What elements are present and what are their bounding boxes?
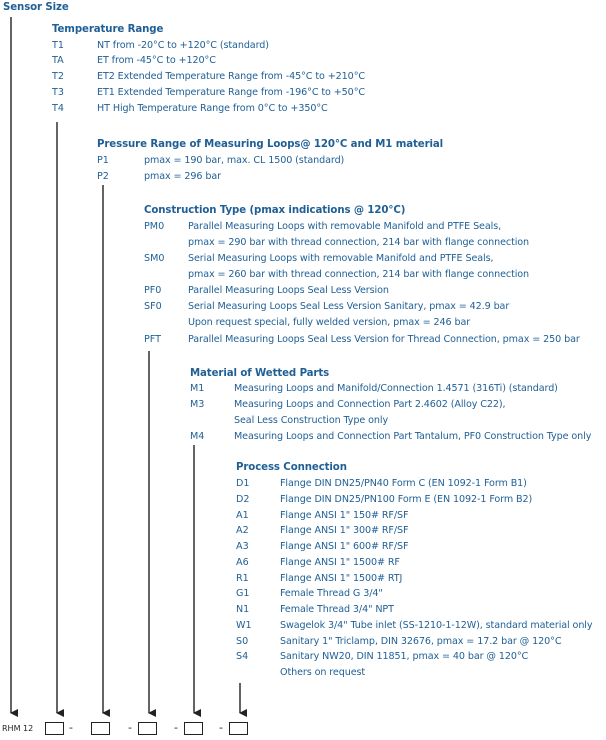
temperature-heading: Temperature Range bbox=[52, 24, 164, 35]
process-option-code: D1 bbox=[236, 478, 250, 489]
process-option-text: Swagelok 3/4" Tube inlet (SS-1210-1-12W), standard material only bbox=[280, 620, 593, 631]
process-option-code: W1 bbox=[236, 620, 252, 631]
pressure-heading: Pressure Range of Measuring Loops@ 120°C and M1 material bbox=[97, 139, 444, 150]
temperature-option-code: T1 bbox=[52, 40, 64, 51]
process-option-text: Flange ANSI 1" 150# RF/SF bbox=[280, 510, 409, 521]
construction-option-detail: Upon request special, fully welded version, pmax = 246 bar bbox=[188, 317, 471, 328]
temperature-option-code: T2 bbox=[52, 71, 64, 82]
process-option-code: A6 bbox=[236, 557, 249, 568]
process-option-code: D2 bbox=[236, 494, 250, 505]
process-heading: Process Connection bbox=[236, 462, 347, 473]
temperature-option-text: NT from -20°C to +120°C (standard) bbox=[97, 40, 269, 51]
process-option-text: Female Thread 3/4" NPT bbox=[280, 604, 394, 615]
process-option-text: Flange ANSI 1" 1500# RF bbox=[280, 557, 400, 568]
construction-option-code: PFT bbox=[144, 334, 161, 345]
construction-option-text: Parallel Measuring Loops with removable Manifold and PTFE Seals, bbox=[188, 221, 502, 232]
material-option-code: M4 bbox=[190, 431, 205, 442]
order-separator: - bbox=[174, 721, 178, 734]
process-option-code: S0 bbox=[236, 636, 249, 647]
construction-option-detail: pmax = 290 bar with thread connection, 214 bar with flange connection bbox=[188, 237, 530, 248]
temperature-option-text: HT High Temperature Range from 0°C to +350°C bbox=[97, 103, 328, 114]
process-option-text: Flange ANSI 1" 1500# RTJ bbox=[280, 573, 403, 584]
temperature-option-code: T3 bbox=[52, 87, 64, 98]
pressure-option-text: pmax = 190 bar, max. CL 1500 (standard) bbox=[144, 155, 345, 166]
order-box-material[interactable] bbox=[184, 722, 203, 735]
process-option-code: A1 bbox=[236, 510, 249, 521]
pressure-option-code: P2 bbox=[97, 171, 109, 182]
temperature-option-text: ET2 Extended Temperature Range from -45°C to +210°C bbox=[97, 71, 365, 82]
construction-option-code: PM0 bbox=[144, 221, 165, 232]
process-option-code: S4 bbox=[236, 651, 249, 662]
process-option-code: A2 bbox=[236, 525, 249, 536]
process-option-code: N1 bbox=[236, 604, 250, 615]
process-option-code: A3 bbox=[236, 541, 249, 552]
temperature-option-code: T4 bbox=[52, 103, 64, 114]
construction-option-text: Parallel Measuring Loops Seal Less Version bbox=[188, 285, 389, 296]
construction-option-code: SF0 bbox=[144, 301, 162, 312]
temperature-option-text: ET1 Extended Temperature Range from -196°C to +50°C bbox=[97, 87, 365, 98]
order-code-prefix: RHM 12 bbox=[2, 724, 34, 733]
process-option-text: Female Thread G 3/4" bbox=[280, 588, 383, 599]
construction-option-code: PF0 bbox=[144, 285, 162, 296]
order-separator: - bbox=[128, 721, 132, 734]
order-box-temperature[interactable] bbox=[45, 722, 64, 735]
material-option-text: Measuring Loops and Connection Part 2.4602 (Alloy C22), bbox=[234, 399, 506, 410]
construction-option-detail: pmax = 260 bar with thread connection, 214 bar with flange connection bbox=[188, 269, 530, 280]
order-separator: - bbox=[219, 721, 223, 734]
construction-heading: Construction Type (pmax indications @ 120°C) bbox=[144, 205, 406, 216]
process-option-text: Others on request bbox=[280, 667, 366, 678]
order-separator: - bbox=[69, 721, 73, 734]
process-option-code: R1 bbox=[236, 573, 249, 584]
construction-option-text: Serial Measuring Loops with removable Manifold and PTFE Seals, bbox=[188, 253, 494, 264]
process-option-code: G1 bbox=[236, 588, 250, 599]
process-option-text: Flange ANSI 1" 600# RF/SF bbox=[280, 541, 409, 552]
order-box-process[interactable] bbox=[229, 722, 248, 735]
process-option-text: Flange DIN DN25/PN100 Form E (EN 1092-1 Form B2) bbox=[280, 494, 533, 505]
construction-option-text: Parallel Measuring Loops Seal Less Version for Thread Connection, pmax = 250 bar bbox=[188, 334, 580, 345]
process-option-text: Flange DIN DN25/PN40 Form C (EN 1092-1 Form B1) bbox=[280, 478, 527, 489]
order-box-construction[interactable] bbox=[138, 722, 157, 735]
process-option-text: Sanitary NW20, DIN 11851, pmax = 40 bar @ 120°C bbox=[280, 651, 529, 662]
construction-option-text: Serial Measuring Loops Seal Less Version Sanitary, pmax = 42.9 bar bbox=[188, 301, 510, 312]
temperature-option-text: ET from -45°C to +120°C bbox=[97, 55, 216, 66]
process-option-text: Flange ANSI 1" 300# RF/SF bbox=[280, 525, 409, 536]
construction-option-code: SM0 bbox=[144, 253, 165, 264]
process-option-text: Sanitary 1" Triclamp, DIN 32676, pmax = 17.2 bar @ 120°C bbox=[280, 636, 562, 647]
page-title: Sensor Size bbox=[3, 2, 69, 13]
pressure-option-text: pmax = 296 bar bbox=[144, 171, 222, 182]
order-box-pressure[interactable] bbox=[91, 722, 110, 735]
material-heading: Material of Wetted Parts bbox=[190, 368, 330, 379]
pressure-option-code: P1 bbox=[97, 155, 109, 166]
material-option-text: Measuring Loops and Manifold/Connection 1.4571 (316Ti) (standard) bbox=[234, 383, 558, 394]
temperature-option-code: TA bbox=[52, 55, 64, 66]
material-option-detail: Seal Less Construction Type only bbox=[234, 415, 389, 426]
material-option-code: M3 bbox=[190, 399, 205, 410]
material-option-text: Measuring Loops and Connection Part Tantalum, PF0 Construction Type only bbox=[234, 431, 592, 442]
material-option-code: M1 bbox=[190, 383, 205, 394]
